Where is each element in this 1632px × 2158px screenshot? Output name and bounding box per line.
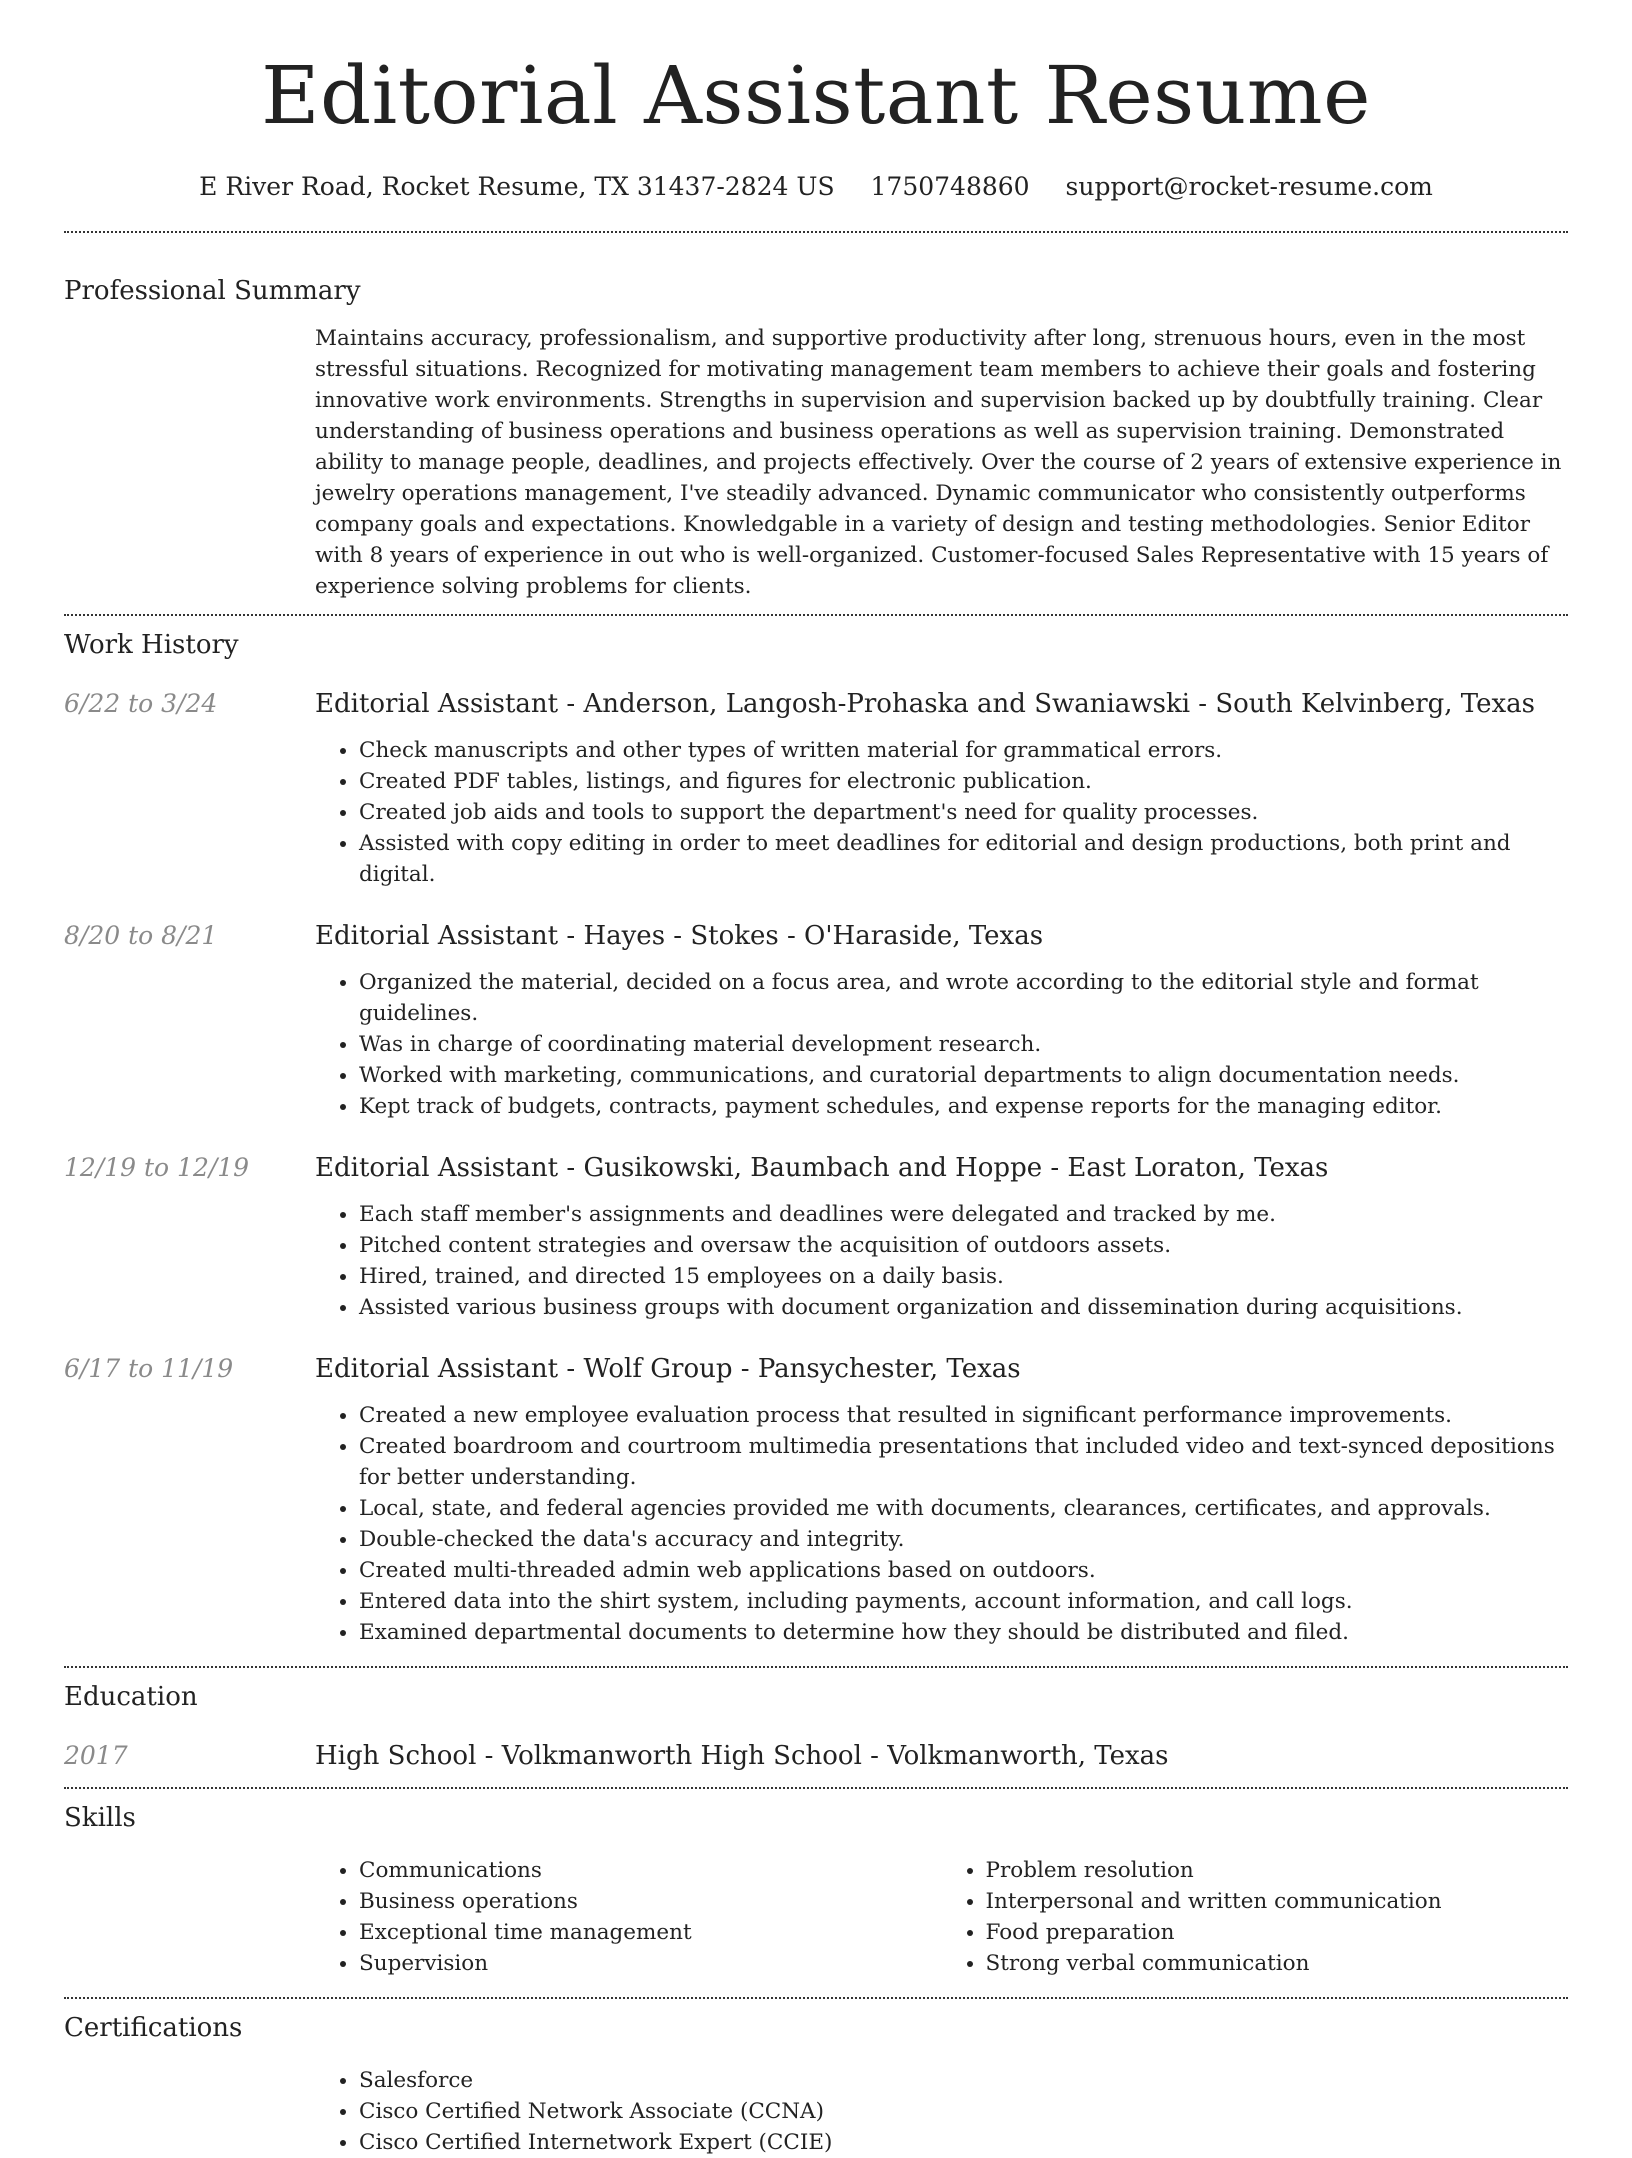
section-title-work-history: Work History — [64, 630, 239, 660]
resume-page — [64, 0, 1568, 2158]
job-entry — [64, 919, 1568, 1122]
contact-email: support@rocket-resume.com — [1065, 172, 1433, 201]
list-item: • Local, state, and federal agencies provided me with documents, clearances, certificates, and approvals. — [359, 1493, 1568, 1524]
list-item: • Check manuscripts and other types of written material for grammatical errors. — [359, 735, 1568, 766]
list-item: • Communications — [359, 1855, 942, 1886]
list-item: • Pitched content strategies and oversaw the acquisition of outdoors assets. — [359, 1230, 1568, 1261]
skills-columns — [315, 1855, 1568, 1979]
education-year: 2017 — [64, 1741, 128, 1770]
job-bullets — [315, 1199, 1568, 1323]
list-item: • Salesforce — [359, 2065, 1568, 2096]
resume-title: Editorial Assistant Resume — [261, 49, 1371, 142]
list-item: • Hired, trained, and directed 15 employees on a daily basis. — [359, 1261, 1568, 1292]
list-item: • Created boardroom and courtroom multimedia presentations that included video and text-synced depositions for better understanding. — [359, 1431, 1568, 1493]
education-entry — [64, 1739, 1568, 1773]
skills-list-left — [315, 1855, 942, 1979]
job-dates: 8/20 to 8/21 — [64, 921, 218, 950]
list-item: • Examined departmental documents to determine how they should be distributed and filed. — [359, 1617, 1568, 1648]
summary-row — [64, 323, 1568, 602]
job-dates: 6/17 to 11/19 — [64, 1354, 234, 1383]
contact-line — [64, 170, 1568, 204]
list-item: • Organized the material, decided on a focus area, and wrote according to the editorial style and format guidelines. — [359, 967, 1568, 1029]
job-entry — [64, 687, 1568, 890]
list-item: • Assisted various business groups with document organization and dissemination during acquisitions. — [359, 1292, 1568, 1323]
contact-address: E River Road, Rocket Resume, TX 31437-2824 US — [199, 172, 835, 201]
job-dates: 6/22 to 3/24 — [64, 689, 218, 718]
list-item: • Strong verbal communication — [986, 1948, 1569, 1979]
divider — [64, 1787, 1568, 1789]
divider — [64, 1666, 1568, 1668]
list-item: • Cisco Certified Network Associate (CCNA) — [359, 2096, 1568, 2127]
list-item: • Interpersonal and written communication — [986, 1886, 1569, 1917]
list-item: • Was in charge of coordinating material development research. — [359, 1029, 1568, 1060]
section-title-education: Education — [64, 1682, 198, 1712]
divider — [64, 1997, 1568, 1999]
job-entry — [64, 1151, 1568, 1323]
list-item: • Assisted with copy editing in order to meet deadlines for editorial and design productions, both print and digital. — [359, 828, 1568, 890]
list-item: • Created job aids and tools to support the department's need for quality processes. — [359, 797, 1568, 828]
list-item: • Created multi-threaded admin web applications based on outdoors. — [359, 1555, 1568, 1586]
section-title-certifications: Certifications — [64, 2013, 243, 2043]
education-detail: High School - Volkmanworth High School - Volkmanworth, Texas — [315, 1741, 1169, 1771]
list-item: • Food preparation — [986, 1917, 1569, 1948]
list-item: • Problem resolution — [986, 1855, 1569, 1886]
list-item: • Supervision — [359, 1948, 942, 1979]
job-dates: 12/19 to 12/19 — [64, 1153, 250, 1182]
list-item: • Each staff member's assignments and deadlines were delegated and tracked by me. — [359, 1199, 1568, 1230]
list-item: • Double-checked the data's accuracy and integrity. — [359, 1524, 1568, 1555]
list-item: • Business operations — [359, 1886, 942, 1917]
skills-list-right — [942, 1855, 1569, 1979]
contact-phone: 1750748860 — [870, 172, 1030, 201]
job-bullets — [315, 735, 1568, 890]
job-title: Editorial Assistant - Gusikowski, Baumbach and Hoppe - East Loraton, Texas — [315, 1153, 1329, 1183]
list-item: • Kept track of budgets, contracts, payment schedules, and expense reports for the managing editor. — [359, 1091, 1568, 1122]
summary-text: Maintains accuracy, professionalism, and supportive productivity after long, strenuous hours, even in the most stressful situations. Recognized for motivating management team members to achieve their goals and fostering innovative work environments. Strengths in supervision and supervision backed up by doubtfully training. Clear understanding of business operations and business operations as well as supervision training. Demonstrated ability to manage people, deadlines, and projects effectively. Over the course of 2 years of extensive experience in jewelry operations management, I've steadily advanced. Dynamic communicator who consistently outperforms company goals and expectations. Knowledgable in a variety of design and testing methodologies. Senior Editor with 8 years of experience in out who is well-organized. Customer-focused Sales Representative with 15 years of experience solving problems for clients. — [315, 326, 1562, 599]
job-title: Editorial Assistant - Hayes - Stokes - O'Haraside, Texas — [315, 921, 1044, 951]
list-item: • Entered data into the shirt system, including payments, account information, and call logs. — [359, 1586, 1568, 1617]
list-item: • Exceptional time management — [359, 1917, 942, 1948]
divider — [64, 231, 1568, 233]
job-title: Editorial Assistant - Anderson, Langosh-Prohaska and Swaniawski - South Kelvinberg, Texas — [315, 689, 1536, 719]
list-item: • Created PDF tables, listings, and figures for electronic publication. — [359, 766, 1568, 797]
job-bullets — [315, 967, 1568, 1122]
section-title-skills: Skills — [64, 1803, 136, 1833]
list-item: • Cisco Certified Internetwork Expert (CCIE) — [359, 2127, 1568, 2158]
section-title-summary: Professional Summary — [64, 276, 361, 306]
list-item: • Created a new employee evaluation process that resulted in significant performance improvements. — [359, 1400, 1568, 1431]
job-entry — [64, 1352, 1568, 1648]
skills-row — [64, 1855, 1568, 1979]
divider — [64, 614, 1568, 616]
job-bullets — [315, 1400, 1568, 1648]
list-item: • Worked with marketing, communications, and curatorial departments to align documentation needs. — [359, 1060, 1568, 1091]
job-title: Editorial Assistant - Wolf Group - Pansychester, Texas — [315, 1354, 1021, 1384]
